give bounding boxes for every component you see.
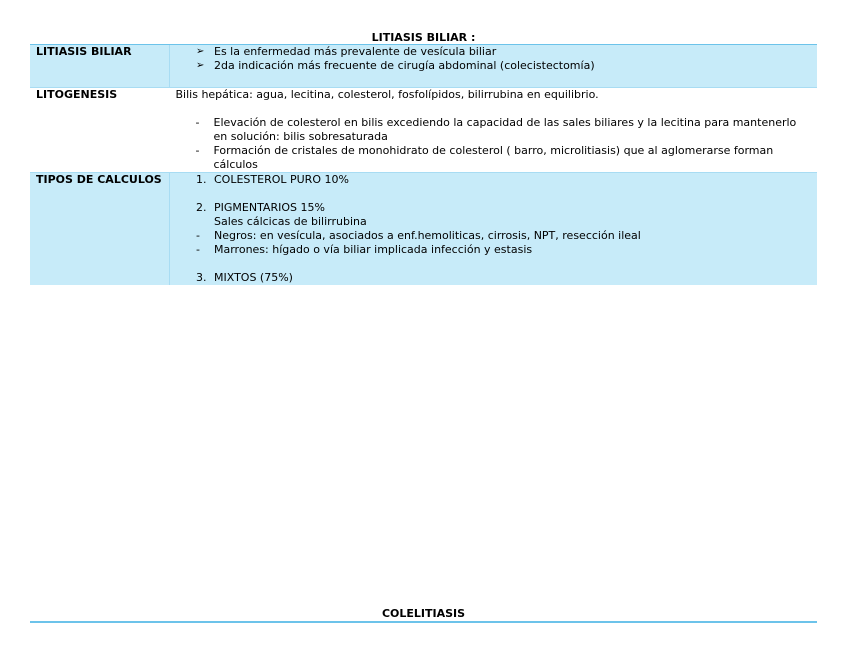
- dash-text: Marrones: hígado o vía biliar implicada infección y estasis: [214, 243, 533, 256]
- content-table: [30, 45, 817, 285]
- item-text: MIXTOS (75%): [214, 271, 293, 284]
- numbered-item: [176, 271, 811, 285]
- dash-text: Formación de cristales de monohidrato de colesterol ( barro, microlitiasis) que al aglomerarse forman cálculos: [213, 144, 774, 171]
- bullet-text: Es la enfermedad más prevalente de vesícula biliar: [214, 45, 497, 58]
- bullet-item: [176, 59, 811, 73]
- dash-item: [176, 229, 811, 243]
- dash-marker: -: [196, 229, 200, 242]
- table-row-tipos: [30, 173, 817, 286]
- table-row-litiasis: [30, 45, 817, 88]
- row-content-litiasis: [170, 45, 818, 88]
- item-number: 3.: [196, 271, 207, 284]
- section-rule: [30, 621, 817, 623]
- table-row-litogenesis: [30, 88, 817, 173]
- row-label-litiasis: LITIASIS BILIAR: [30, 45, 170, 88]
- intro-text: Bilis hepática: agua, lecitina, colesterol, fosfolípidos, bilirrubina en equilibrio.: [175, 88, 599, 101]
- dash-item: [176, 116, 812, 144]
- item-text: COLESTEROL PURO 10%: [214, 173, 349, 186]
- dash-marker: -: [195, 116, 200, 129]
- item-number: 2.: [196, 201, 207, 214]
- arrow-bullet-icon: ➢: [196, 60, 205, 71]
- bullet-text: 2da indicación más frecuente de cirugía abdominal (colecistectomía): [214, 59, 595, 72]
- row-content-tipos: [170, 173, 818, 286]
- dash-text: Negros: en vesícula, asociados a enf.hemoliticas, cirrosis, NPT, resección ileal: [214, 229, 641, 242]
- item-number: 1.: [196, 173, 207, 186]
- document-title: LITIASIS BILIAR :: [371, 31, 476, 44]
- row-label-litogenesis: LITOGENESIS: [30, 88, 170, 173]
- dash-marker: -: [195, 144, 200, 157]
- row-label-tipos: TIPOS DE CALCULOS: [30, 173, 170, 286]
- row-content-litogenesis: [170, 88, 818, 173]
- dash-marker: -: [196, 243, 200, 256]
- arrow-bullet-icon: ➢: [196, 46, 205, 57]
- numbered-item: [176, 173, 811, 187]
- bullet-item: [176, 45, 811, 59]
- sub-item-text: Sales cálcicas de bilirrubina: [214, 215, 367, 228]
- item-text: PIGMENTARIOS 15%: [214, 201, 325, 214]
- section-title-colelitiasis: COLELITIASIS: [381, 607, 466, 620]
- sub-item: [176, 215, 811, 229]
- dash-text: Elevación de colesterol en bilis excediendo la capacidad de las sales biliares y la lecitina para mantenerlo en solución: bilis sobresaturada: [213, 116, 797, 143]
- dash-item: [176, 243, 811, 257]
- dash-item: [176, 144, 812, 172]
- numbered-item: [176, 201, 811, 215]
